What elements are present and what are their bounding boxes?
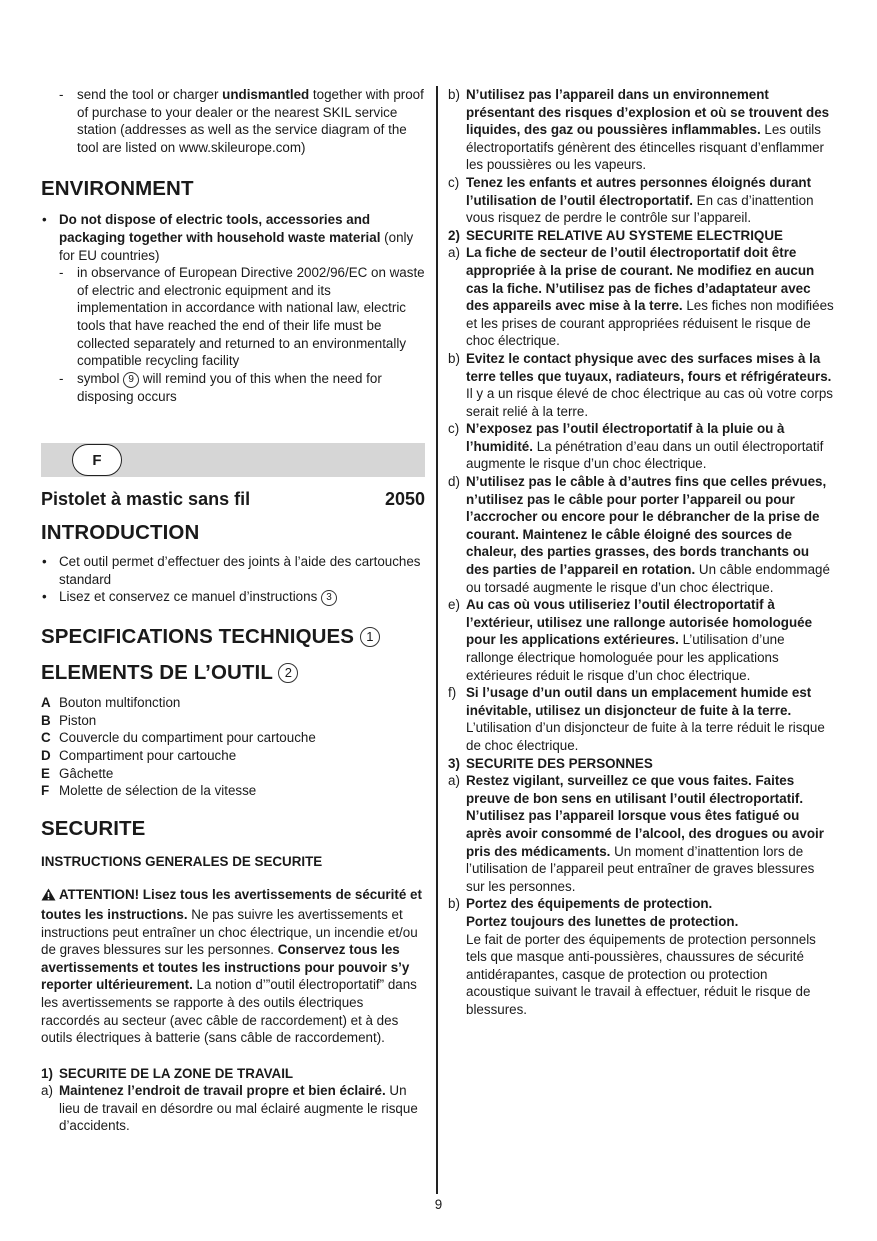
personal-item-a: a) Restez vigilant, surveillez ce que vous faites. Faites preuve de bon sens en utilisant l’outil électroportatif. N’utilisez pas l’appareil lorsque vous êtes fatigué ou après avoir consommé de l’alcool, des drogues ou avoir pris des médicaments. Un moment d’inattention lors de l’utilisation de l’appareil peut entraîner de graves blessures sur les personnes. <box>448 773 824 894</box>
warning-paragraph: ATTENTION! Lisez tous les avertissements de sécurité et toutes les instructions. Ne pas suivre les avertissements et instructions peut entraîner un choc électrique, un incendie et/ou de graves blessures sur les personnes. Conservez tous les avertissements et toutes les instructions pour pouvoir s’y reporter ultérieurement. La notion d’”outil électroportatif” dans les avertissements se rapporte à des outils électriques raccordés au secteur (avec câble de raccordement) et à des outils électriques à batterie (sans câble de raccordement). <box>41 887 422 1046</box>
environment-heading: ENVIRONMENT <box>41 177 194 201</box>
product-name: Pistolet à mastic sans fil <box>41 489 251 509</box>
language-band <box>41 443 425 477</box>
left-column-bottom <box>41 521 425 1135</box>
introduction-heading: INTRODUCTION <box>41 521 200 544</box>
elements-list <box>41 694 425 800</box>
right-column <box>448 86 834 1018</box>
reference-9-icon: 9 <box>123 372 139 388</box>
environment-bullet: • Do not dispose of electric tools, accessories and packaging together with household waste material (only for EU countries) <box>42 212 414 263</box>
securite-subheading: INSTRUCTIONS GENERALES DE SECURITE <box>41 853 323 869</box>
personal-item-b: b) Portez des équipements de protection. Portez toujours des lunettes de protection. Le fait de porter des équipements de protection personnels tels que masque anti-poussières, chaussures de sécurité antidérapantes, casque de protection ou protection acoustique suivant le travail à effectuer, réduit le risque de blessures. <box>448 896 816 1017</box>
zone-item-a: a) Maintenez l’endroit de travail propre et bien éclairé. Un lieu de travail en désordre ou mal éclairé augmente le risque d’accidents. <box>41 1083 418 1134</box>
personal-safety-heading: 3) SECURITE DES PERSONNES <box>448 755 653 771</box>
element-item: A Bouton multifonction <box>41 695 181 711</box>
work-area-item-c: c) Tenez les enfants et autres personnes éloignés durant l’utilisation de l’outil électroportatif. En cas d’inattention vous risquez de perdre le contrôle sur l’appareil. <box>448 174 814 226</box>
electric-item-d: d) N’utilisez pas le câble à d’autres fins que celles prévues, n’utilisez pas le câble pour porter l’appareil ou pour l’accrocher ou encore pour le débrancher de la prise de courant. Maintenez le câble éloigné des sources de chaleur, des parties grasses, des bords tranchants ou des parties de l’appareil en rotation. Un câble endommagé ou torsadé augmente le risque d’un choc électrique. <box>448 474 830 595</box>
left-column-top <box>41 86 425 405</box>
page-number: 9 <box>434 1197 443 1212</box>
column-divider <box>436 86 438 1194</box>
recycle-instruction: - send the tool or charger undismantled together with proof of purchase to your dealer or the nearest SKIL service station (addresses as well as the service diagram of the tool are listed on www.skileurope.com) <box>59 87 424 155</box>
electric-item-b: b) Evitez le contact physique avec des surfaces mises à la terre telles que tuyaux, radiateurs, fours et réfrigérateurs. Il y a un risque élevé de choc électrique au cas où votre corps serait relié à la terre. <box>448 350 833 419</box>
element-item: C Couvercle du compartiment pour cartouche <box>41 730 316 746</box>
element-item: F Molette de sélection de la vitesse <box>41 783 257 799</box>
securite-heading: SECURITE <box>41 816 146 840</box>
element-item: D Compartiment pour cartouche <box>41 747 237 763</box>
element-item: E Gâchette <box>41 765 114 781</box>
reference-1-icon: 1 <box>360 627 380 647</box>
electric-item-c: c) N’exposez pas l’outil électroportatif à la pluie ou à l’humidité. La pénétration d’eau dans un outil électroportatif augmente le risque d’un choc électrique. <box>448 421 824 472</box>
warning-triangle-icon <box>41 888 56 906</box>
environment-dash-2: - symbol 9 will remind you of this when the need for disposing occurs <box>59 370 382 404</box>
electric-item-a: a) La fiche de secteur de l’outil électroportatif doit être appropriée à la prise de courant. Ne modifiez en aucun cas la fiche. N’utilisez pas de fiches d’adaptateur avec des appareils avec mise à la terre. Les fiches non modifiées et les prises de courant appropriées réduisent le risque de choc électrique. <box>448 245 834 349</box>
environment-dash-1: - in observance of European Directive 2002/96/EC on waste of electric and electronic equipment and its implementation in accordance with national law, electric tools that have reached the end of their life must be collected separately and returned to an environmentally compatible recycling facility <box>59 265 425 369</box>
zone-heading: 1) SECURITE DE LA ZONE DE TRAVAIL <box>41 1065 294 1081</box>
intro-bullet-1: • Cet outil permet d’effectuer des joints à l’aide des cartouches standard <box>42 554 421 587</box>
element-item: B Piston <box>41 712 97 728</box>
intro-bullet-2: • Lisez et conservez ce manuel d’instructions 3 <box>41 588 425 606</box>
electric-item-e: e) Au cas où vous utiliseriez l’outil électroportatif à l’extérieur, utilisez une rallonge autorisée homologuée pour les applications extérieures. L’utilisation d’une rallonge électrique homologuée pour les applications extérieures réduit le risque d’un choc électrique. <box>448 597 813 683</box>
elements-heading: ELEMENTS DE L’OUTIL 2 <box>41 661 425 685</box>
specs-heading: SPECIFICATIONS TECHNIQUES 1 <box>41 625 425 649</box>
language-badge: F <box>72 444 122 476</box>
work-area-item-b: b) N’utilisez pas l’appareil dans un environnement présentant des risques d’explosion et où se trouvent des liquides, des gaz ou poussières inflammables. Les outils électroportatifs génèrent des étincelles risquant d’enflammer les poussières ou les vapeurs. <box>448 87 830 173</box>
reference-2-icon: 2 <box>278 663 298 683</box>
product-number: 2050 <box>384 489 425 509</box>
electric-safety-heading: 2) SECURITE RELATIVE AU SYSTEME ELECTRIQUE <box>448 227 783 243</box>
electric-item-f: f) Si l’usage d’un outil dans un emplacement humide est inévitable, utilisez un disjoncteur de fuite à la terre. L’utilisation d’un disjoncteur de fuite à la terre réduit le risque de choc électrique. <box>448 685 825 753</box>
reference-3-icon: 3 <box>321 590 337 606</box>
product-title <box>41 489 425 510</box>
